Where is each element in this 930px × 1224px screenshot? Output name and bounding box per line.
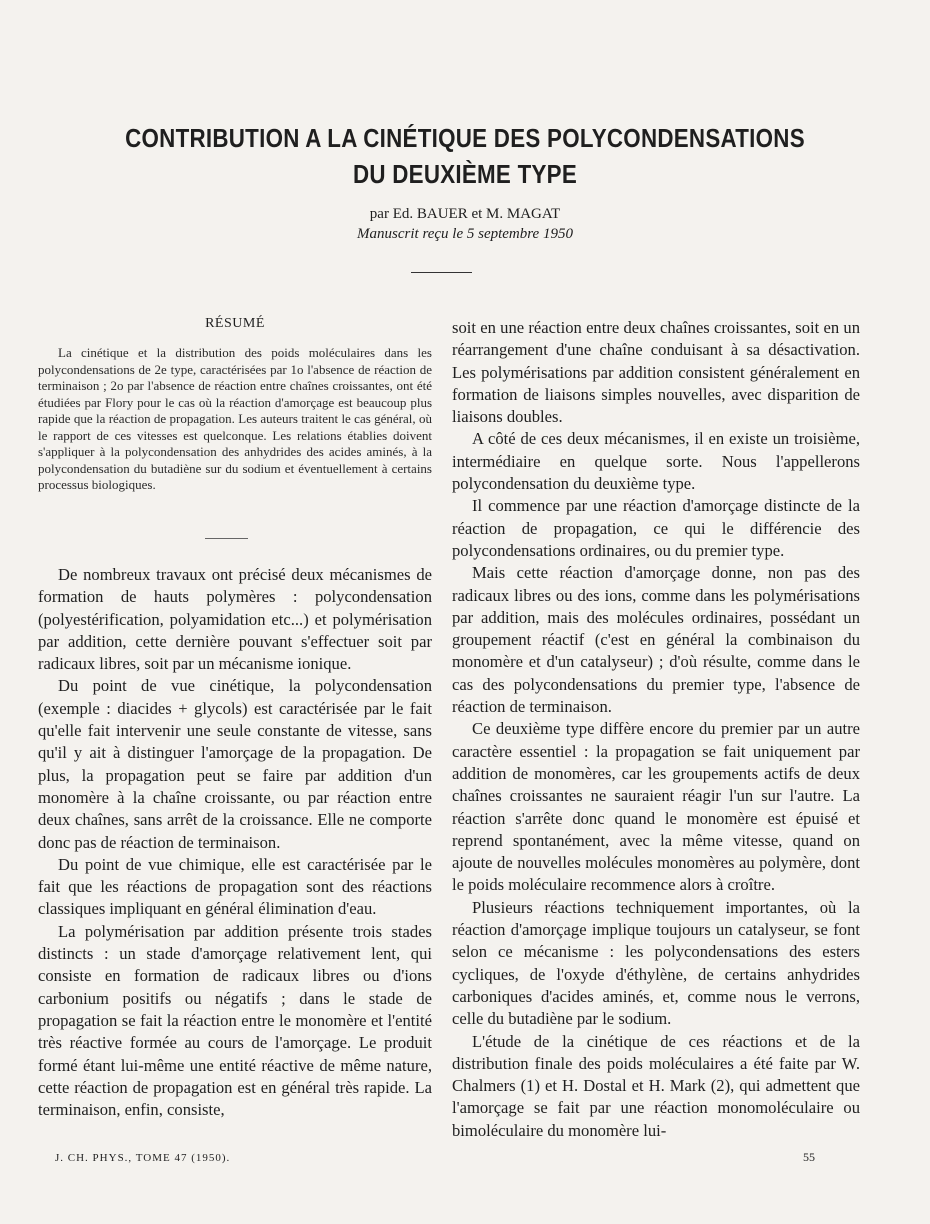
paragraph: L'étude de la cinétique de ces réactions et de la distribution finale des poids moléculaires a été faite par W. Chalmers (1) et H. Dostal et H. Mark (2), qui admettent que l'amorçage se fait par une réaction monomoléculaire ou bimoléculaire du monomère lui- <box>452 1031 860 1140</box>
title-divider <box>411 272 472 273</box>
abstract <box>38 345 432 494</box>
paragraph: La polymérisation par addition présente trois stades distincts : un stade d'amorçage relativement lent, qui consiste en formation de radicaux libres ou d'ions carbonium positifs ou négatifs ; dans le stade de propagation se fait la réaction entre le monomère et l'entité très réactive formée au cours de l'amorçage. Le produit formé étant lui-même une entité réactive de même nature, cette réaction de propagation est en général très rapide. La terminaison, enfin, consiste, <box>38 921 432 1120</box>
paragraph: Du point de vue chimique, elle est caractérisée par le fait que les réactions de propagation sont des réactions classiques impliquant en général élimination d'eau. <box>38 854 432 919</box>
paragraph: Du point de vue cinétique, la polycondensation (exemple : diacides + glycols) est caractérisée par le fait qu'elle fait intervenir une seule constante de vitesse, sans qu'il y ait à distinguer l'amorçage de la propagation. De plus, la propagation peut se faire par addition d'un monomère à la chaîne croissante, ou par réaction entre deux chaînes, sans arrêt de la croissance. Elle ne comporte donc pas de réaction de terminaison. <box>38 676 432 852</box>
paragraph: De nombreux travaux ont précisé deux mécanismes de formation de hauts polymères : polycondensation (polyestérification, polyamidation etc...) et polymérisation par addition, cette dernière pouvant s'effectuer soit par radicaux libres, soit par un mécanisme ionique. <box>38 565 432 674</box>
abstract-text: La cinétique et la distribution des poids moléculaires dans les polycondensations de 2e type, caractérisées par 1o l'absence de réaction de terminaison ; 2o par l'absence de réaction entre chaînes croissantes, ont été étudiées par Flory pour le cas où la réaction d'amorçage est beaucoup plus rapide que la réaction de propagation. Les auteurs traitent le cas général, où le rapport de ces vitesses est quelconque. Les relations établies doivent s'appliquer à la polycondensation des anhydrides des acides aminés, à la polycondensation du butadiène sur du sodium et éventuellement à certains processus biologiques. <box>38 345 432 492</box>
body-left-column <box>38 564 432 1121</box>
paragraph: A côté de ces deux mécanismes, il en existe un troisième, intermédiaire en quelque sorte. Nous l'appellerons polycondensation du deuxième type. <box>452 429 860 494</box>
authors: par Ed. BAUER et M. MAGAT <box>369 206 561 222</box>
title-line-1: CONTRIBUTION A LA CINÉTIQUE DES POLYCONDENSATIONS <box>125 123 805 153</box>
paragraph: Ce deuxième type diffère encore du premier par un autre caractère essentiel : la propagation se fait uniquement par addition de monomères, car les groupements actifs de deux chaînes croissantes ne sauraient réagir l'un sur l'autre. La réaction s'arrête donc quand le monomère est épuisé et reprend spontanément, avec la même vitesse, quand on ajoute de nouvelles molécules monomères au polymère, dont le poids moléculaire recommence alors à croître. <box>452 719 860 895</box>
paragraph: Il commence par une réaction d'amorçage distincte de la réaction de propagation, ce qui le différencie des polycondensations ordinaires, ou du premier type. <box>452 496 860 560</box>
article-title <box>65 120 865 192</box>
body-right-column <box>452 317 860 1142</box>
title-line-2: DU DEUXIÈME TYPE <box>352 159 578 189</box>
paragraph: Plusieurs réactions techniquement importantes, où la réaction d'amorçage implique toujours un catalyseur, se font selon ce mécanisme : les polycondensations des esters cycliques, de l'oxyde d'éthylène, de certains anhydrides carboniques d'acides aminés, et, comme nous le verrons, celle du butadiène par le sodium. <box>452 897 860 1029</box>
paragraph: Mais cette réaction d'amorçage donne, non pas des radicaux libres ou des ions, comme dans les polymérisations par addition, mais des molécules ordinaires, possédant un groupement réactif (c'est en général la combinaison du monomère et d'un catalyseur) ; d'où résulte, comme dans le cas des polycondensations du premier type, l'absence de réaction de terminaison. <box>452 563 860 717</box>
abstract-divider <box>205 538 248 539</box>
journal-footer: J. CH. PHYS., TOME 47 (1950). <box>55 1152 231 1164</box>
author-block <box>0 204 930 244</box>
received-date: Manuscrit reçu le 5 septembre 1950 <box>357 226 573 242</box>
paragraph: soit en une réaction entre deux chaînes croissantes, soit en un réarrangement d'une chaîne conduisant à sa désactivation. Les polymérisations par addition consistent généralement en formation de liaisons simples nouvelles, avec disparition de liaisons doubles. <box>452 318 860 427</box>
resume-heading: RÉSUMÉ <box>205 316 265 331</box>
page-number: 55 <box>803 1150 815 1164</box>
